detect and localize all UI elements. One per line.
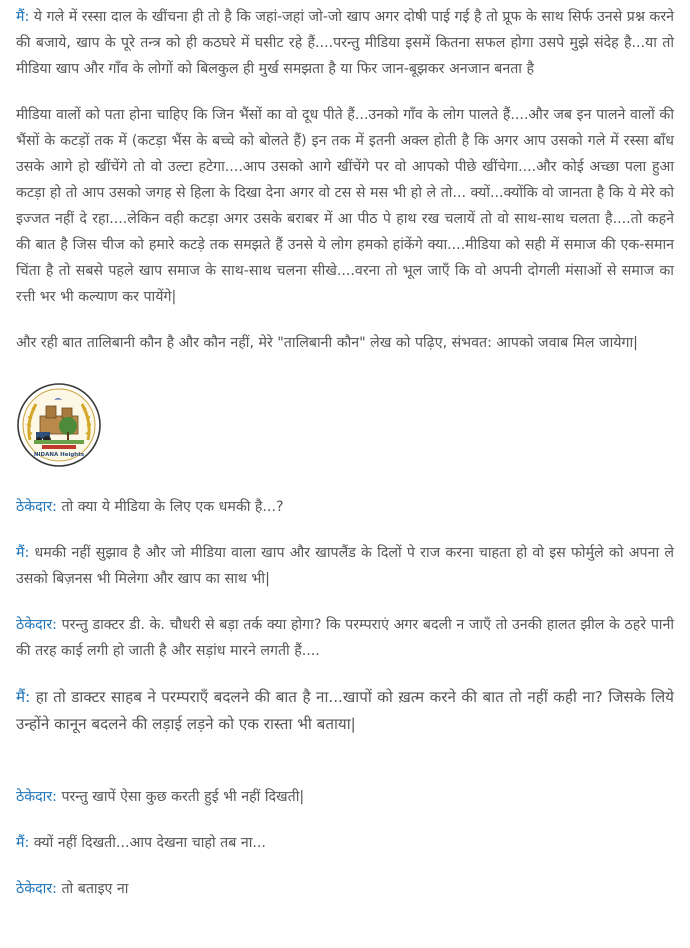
speaker-label-thekedar: ठेकेदार: [16, 881, 57, 897]
logo-text: NIDANA Heights [33, 452, 85, 458]
dialogue-q2 [16, 612, 674, 664]
speaker-label-thekedar: ठेकेदार: [16, 499, 57, 515]
dialogue-a1 [16, 540, 674, 592]
speaker-label-me: मैं: [16, 545, 30, 561]
speaker-label-thekedar: ठेकेदार: [16, 617, 57, 633]
paragraph-text: ये गले में रस्सा दाल के खींचना ही तो है कि जहां-जहां जो-जो खाप अगर दोषी पाई गई है तो प्रूफ के साथ सिर्फ उनसे प्रश्न करने की बजाये, खाप के पूरे तन्त्र को ही कठघरे में घसीट रहे हैं....परन्तु मीडिया इसमें कितना सफल होगा उसपे मुझे संदेह है...या तो मीडिया खाप और गाँव के लोगों को बिलकुल ही मुर्ख समझता है या फिर जान-बूझकर अनजान बनता है [16, 9, 674, 77]
dialogue-text: तो क्या ये मीडिया के लिए एक धमकी है...? [56, 499, 284, 515]
dialogue-a2 [16, 684, 674, 738]
dialogue-q4 [16, 876, 674, 902]
dialogue-text: तो बताइए ना [56, 881, 129, 897]
dialogue-q3 [16, 784, 674, 810]
speaker-label-me: मैं: [16, 688, 31, 706]
logo-container [16, 382, 674, 474]
speaker-label-thekedar: ठेकेदार: [16, 789, 57, 805]
dialogue-text: परन्तु खापें ऐसा कुछ करती हुई भी नहीं दिखती| [56, 789, 305, 805]
dialogue-text: परन्तु डाक्टर डी. के. चौधरी से बड़ा तर्क क्या होगा? कि परम्पराएं अगर बदली न जाएँ तो उनकी हालत झील के ठहरे पानी की तरह काई लगी हो जाती है और सड़ांध मारने लगती हैं.... [16, 617, 674, 659]
nidana-heights-emblem-icon [16, 382, 102, 468]
paragraph-3: और रही बात तालिबानी कौन है और कौन नहीं, मेरे "तालिबानी कौन" लेख को पढ़िए, संभवत: आपको जवाब मिल जायेगा| [16, 335, 638, 351]
dialogue-text: हा तो डाक्टर साहब ने परम्पराएँ बदलने की बात है ना...खापों को ख़त्म करने की बात तो नहीं कही ना? जिसके लिये उन्होंने कानून बदलने की लड़ाई लड़ने को एक रास्ता भी बताया| [16, 688, 674, 733]
paragraph-1 [16, 4, 674, 82]
dialogue-text: धमकी नहीं सुझाव है और जो मीडिया वाला खाप और खापलैंड के दिलों पे राज करना चाहता हो वो इस फोर्मुले को अपना ले उसको बिज़नस भी मिलेगा और खाप का साथ भी| [16, 545, 674, 587]
speaker-label-me: मैं: [16, 9, 30, 25]
dialogue-q1 [16, 494, 674, 520]
dialogue-text: क्यों नहीं दिखती...आप देखना चाहो तब ना... [29, 835, 266, 851]
speaker-label-me: मैं: [16, 835, 30, 851]
paragraph-2: मीडिया वालों को पता होना चाहिए कि जिन भैंसों का वो दूध पीते हैं...उनको गाँव के लोग पालते हैं....और जब इन पालने वालों की भैंसों के कटड़ों तक में (कटड़ा भैंस के बच्चे को बोलते हैं) इन तक में इतनी अक्ल होती है कि अगर आप उसको गले में रस्सा बाँध उसके आगे हो खींचेंगे तो वो उल्टा हटेगा....आप उसको आगे खींचेंगे पर वो आपको पीछे खींचेगा....और कोई अच्छा पला हुआ कटड़ा हो तो आप उसको जगह से हिला के दिखा देना अगर वो टस से मस भी हो ले तो... क्यों...क्योंकि वो जानता है कि ये मेरे को इज्जत नहीं दे रहा....लेकिन वही कटड़ा अगर उसके बराबर में आ पीठ पे हाथ रख चलायें तो वो साथ-साथ चलता है....तो कहने की बात है जिस चीज को हमारे कटड़े तक समझते हैं उनसे ये लोग हमको हांकेंगे क्या....मीडिया को सही में समाज की एक-समान चिंता है तो सबसे पहले खाप समाज के साथ-साथ चलना सीखे....वरना तो भूल जाएँ कि वो अपनी दोगली मंसाओं से समाज का रत्ती भर भी कल्याण कर पायेंगे| [16, 107, 674, 305]
dialogue-a3 [16, 830, 674, 856]
